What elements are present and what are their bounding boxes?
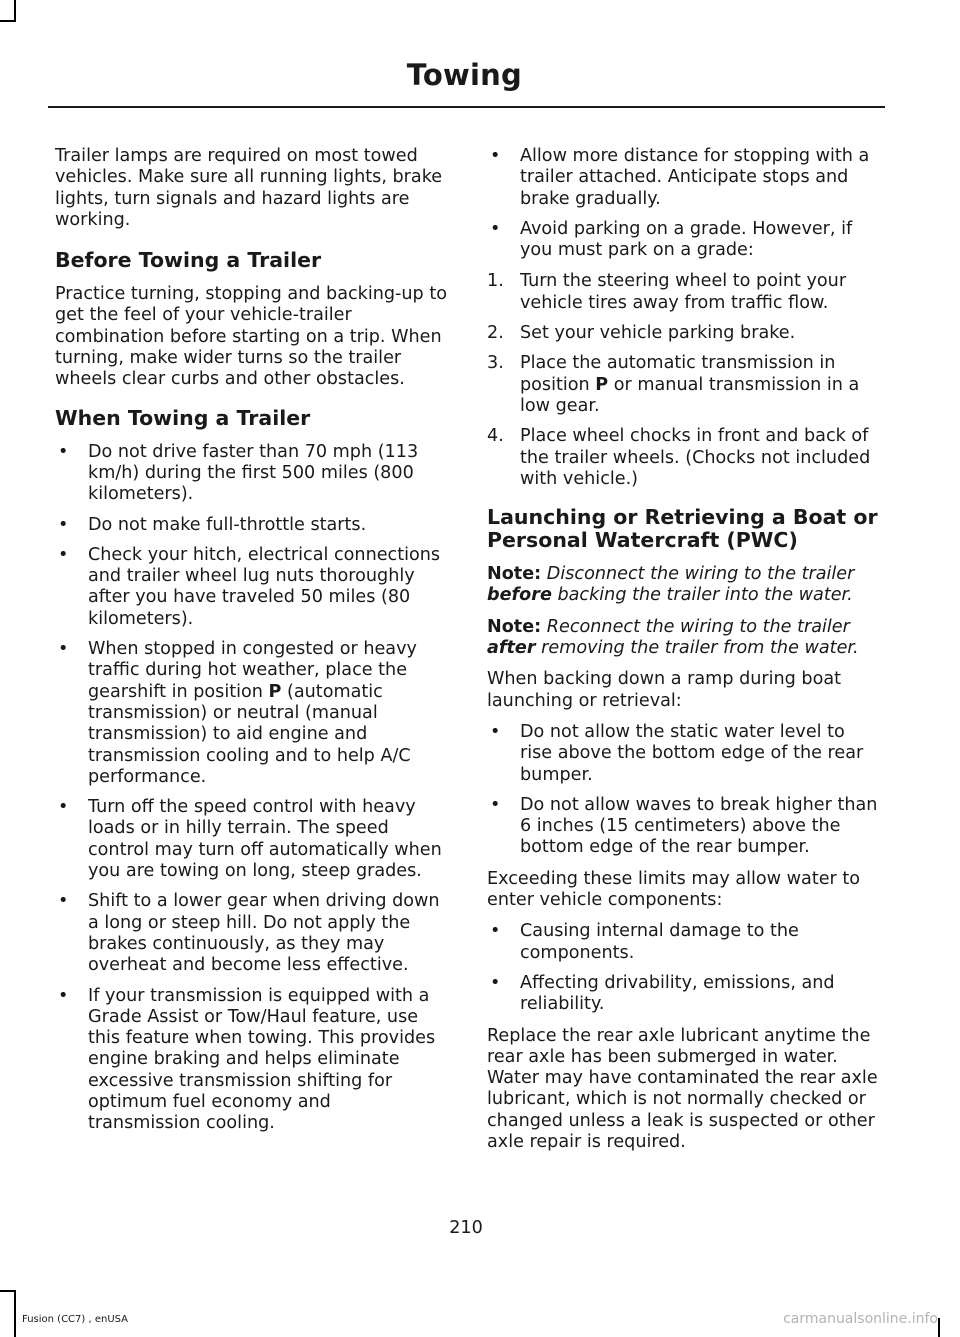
ramp-intro-paragraph: When backing down a ramp during boat launching or retrieval: xyxy=(487,669,842,711)
heading-boat-launching: Launching or Retrieving a Boat or Personal Watercraft (PWC) xyxy=(487,505,878,553)
list-item: • Causing internal damage to the components. xyxy=(490,921,799,963)
gear-position-p: P xyxy=(268,681,282,702)
list-item: • Shift to a lower gear when driving down a long or steep hill. Do not apply the brakes continuously, as they may overheat and become less effective. xyxy=(58,891,440,976)
list-item: 2. Set your vehicle parking brake. xyxy=(487,323,796,344)
crop-mark-bottom-left-h xyxy=(0,1290,16,1292)
note-reconnect: Note: Reconnect the wiring to the trailer after removing the trailer from the water. xyxy=(487,616,859,659)
bullet-mark: • xyxy=(490,218,501,239)
stopping-list xyxy=(487,146,882,261)
step-number: 3. xyxy=(487,353,504,374)
list-item: • When stopped in congested or heavy traffic during hot weather, place the gearshift in position P (automatic transmission) or neutral (manual transmission) to aid engine and transmission cooling and to help A/C performance. xyxy=(58,639,417,787)
crop-mark-top-left-v xyxy=(14,0,16,22)
bullet-mark: • xyxy=(490,721,501,742)
bullet-mark: • xyxy=(58,891,69,912)
list-item: • Check your hitch, electrical connections and trailer wheel lug nuts thoroughly after you have traveled 50 miles (80 kilometers). xyxy=(58,544,441,629)
towing-tips-list xyxy=(55,442,448,1135)
bullet-mark: • xyxy=(490,972,501,993)
list-item: 1. Turn the steering wheel to point your vehicle tires away from traffic flow. xyxy=(487,271,847,313)
list-item: • If your transmission is equipped with a Grade Assist or Tow/Haul feature, use this feature when towing. This provides engine braking and helps eliminate excessive transmission shifting for optimum fuel economy and transmission cooling. xyxy=(58,985,436,1134)
right-column xyxy=(487,146,882,1163)
page-number: 210 xyxy=(449,1218,483,1238)
list-item: • Do not allow the static water level to rise above the bottom edge of the rear bumper. xyxy=(490,721,864,785)
ramp-list xyxy=(487,722,882,859)
list-item: • Do not drive faster than 70 mph (113 km/h) during the first 500 miles (800 kilometers). xyxy=(58,441,419,505)
list-item: • Do not allow waves to break higher than 6 inches (15 centimeters) above the bottom edge of the rear bumper. xyxy=(490,794,878,858)
list-item: • Affecting drivability, emissions, and reliability. xyxy=(490,972,835,1015)
bullet-mark: • xyxy=(58,985,69,1006)
list-item: • Avoid parking on a grade. However, if you must park on a grade: xyxy=(490,218,853,261)
bullet-mark: • xyxy=(58,639,69,660)
crop-mark-bottom-right-v xyxy=(938,1318,940,1337)
exceed-intro-paragraph: Exceeding these limits may allow water to enter vehicle components: xyxy=(487,868,861,911)
page-title: Towing xyxy=(406,58,522,92)
closing-paragraph: Replace the rear axle lubricant anytime the rear axle has been submerged in water. Water may have contaminated the rear axle lubricant, which is not normally checked or changed unless a leak is suspected or other axle repair is required. xyxy=(487,1025,878,1152)
step-number: 1. xyxy=(487,271,504,292)
parking-steps-list xyxy=(487,271,882,490)
bullet-mark: • xyxy=(490,146,501,166)
bullet-mark: • xyxy=(58,441,69,462)
header-rule xyxy=(48,106,885,108)
heading-before-towing: Before Towing a Trailer xyxy=(55,248,322,273)
bullet-mark: • xyxy=(490,921,501,942)
step-number: 2. xyxy=(487,323,504,344)
step-number: 4. xyxy=(487,426,504,447)
list-item: • Do not make full-throttle starts. xyxy=(58,514,367,535)
list-item: • Allow more distance for stopping with a trailer attached. Anticipate stops and brake gradually. xyxy=(490,146,870,209)
note-disconnect: Note: Disconnect the wiring to the trailer before backing the trailer into the water. xyxy=(487,564,855,606)
crop-mark-top-left-h xyxy=(0,20,16,22)
watermark-text: carmanualsonline.info xyxy=(783,1311,938,1327)
bullet-mark: • xyxy=(490,794,501,815)
gear-position-p: P xyxy=(595,374,609,395)
bullet-mark: • xyxy=(58,514,69,535)
exceed-list xyxy=(487,921,882,1015)
bullet-mark: • xyxy=(58,797,69,818)
crop-mark-bottom-left-v xyxy=(14,1290,16,1337)
bullet-mark: • xyxy=(58,544,69,565)
before-towing-paragraph: Practice turning, stopping and backing-up to get the feel of your vehicle-trailer combination before starting on a trip. When turning, make wider turns so the trailer wheels clear curbs and other obstacles. xyxy=(55,284,447,390)
footer-model-text: Fusion (CC7) , enUSA xyxy=(22,1314,129,1325)
list-item: 3. Place the automatic transmission in position P or manual transmission in a low gear. xyxy=(487,353,860,416)
left-column xyxy=(55,146,448,1145)
list-item: • Turn off the speed control with heavy loads or in hilly terrain. The speed control may turn off automatically when you are towing on long, steep grades. xyxy=(58,797,442,882)
heading-when-towing: When Towing a Trailer xyxy=(55,405,311,430)
intro-paragraph: Trailer lamps are required on most towed vehicles. Make sure all running lights, brake lights, turn signals and hazard lights are working. xyxy=(55,146,443,230)
list-item: 4. Place wheel chocks in front and back of the trailer wheels. (Chocks not included with vehicle.) xyxy=(487,426,871,489)
